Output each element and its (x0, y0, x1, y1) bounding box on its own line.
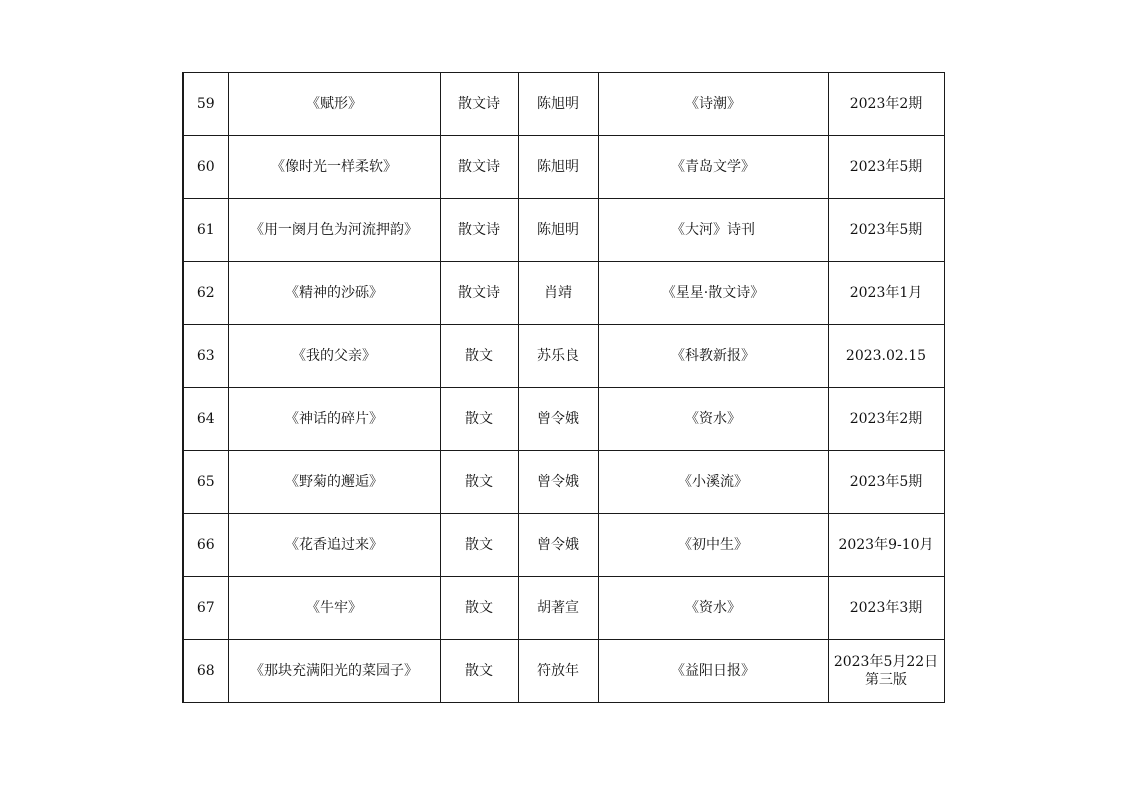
row-number: 60 (183, 136, 228, 199)
table-row (183, 388, 944, 451)
issue-date: 2023年2期 (828, 73, 944, 136)
publication-table (182, 72, 945, 703)
publication: 《诗潮》 (598, 73, 828, 136)
publication: 《星星·散文诗》 (598, 262, 828, 325)
genre: 散文 (440, 514, 518, 577)
publication: 《资水》 (598, 577, 828, 640)
table-row (183, 451, 944, 514)
genre: 散文 (440, 325, 518, 388)
publication: 《小溪流》 (598, 451, 828, 514)
genre: 散文 (440, 388, 518, 451)
publication: 《大河》诗刊 (598, 199, 828, 262)
table-row (183, 640, 944, 703)
work-title: 《花香追过来》 (228, 514, 440, 577)
table-row (183, 514, 944, 577)
table-row (183, 73, 944, 136)
row-number: 65 (183, 451, 228, 514)
work-title: 《我的父亲》 (228, 325, 440, 388)
table-row (183, 577, 944, 640)
row-number: 63 (183, 325, 228, 388)
row-number: 61 (183, 199, 228, 262)
row-number: 67 (183, 577, 228, 640)
issue-date: 2023年3期 (828, 577, 944, 640)
genre: 散文 (440, 577, 518, 640)
author: 曾令娥 (518, 451, 598, 514)
issue-date: 2023年5期 (828, 451, 944, 514)
author: 陈旭明 (518, 136, 598, 199)
publication: 《科教新报》 (598, 325, 828, 388)
work-title: 《那块充满阳光的菜园子》 (228, 640, 440, 703)
table-row (183, 262, 944, 325)
author: 符放年 (518, 640, 598, 703)
author: 苏乐良 (518, 325, 598, 388)
issue-date: 2023年2期 (828, 388, 944, 451)
author: 曾令娥 (518, 514, 598, 577)
issue-date: 2023年5月22日第三版 (828, 640, 944, 703)
issue-date: 2023年5期 (828, 199, 944, 262)
row-number: 66 (183, 514, 228, 577)
author: 肖靖 (518, 262, 598, 325)
issue-date: 2023年1月 (828, 262, 944, 325)
work-title: 《牛牢》 (228, 577, 440, 640)
row-number: 62 (183, 262, 228, 325)
genre: 散文 (440, 640, 518, 703)
publication: 《初中生》 (598, 514, 828, 577)
row-number: 64 (183, 388, 228, 451)
publication: 《资水》 (598, 388, 828, 451)
work-title: 《用一阕月色为河流押韵》 (228, 199, 440, 262)
issue-date: 2023年5期 (828, 136, 944, 199)
genre: 散文诗 (440, 199, 518, 262)
work-title: 《精神的沙砾》 (228, 262, 440, 325)
table-row (183, 136, 944, 199)
author: 陈旭明 (518, 73, 598, 136)
publication: 《益阳日报》 (598, 640, 828, 703)
genre: 散文诗 (440, 262, 518, 325)
work-title: 《像时光一样柔软》 (228, 136, 440, 199)
genre: 散文诗 (440, 73, 518, 136)
author: 陈旭明 (518, 199, 598, 262)
work-title: 《神话的碎片》 (228, 388, 440, 451)
table-row (183, 325, 944, 388)
genre: 散文诗 (440, 136, 518, 199)
genre: 散文 (440, 451, 518, 514)
row-number: 59 (183, 73, 228, 136)
work-title: 《赋形》 (228, 73, 440, 136)
table-row (183, 199, 944, 262)
issue-date: 2023.02.15 (828, 325, 944, 388)
author: 胡著宣 (518, 577, 598, 640)
author: 曾令娥 (518, 388, 598, 451)
issue-date: 2023年9-10月 (828, 514, 944, 577)
work-title: 《野菊的邂逅》 (228, 451, 440, 514)
row-number: 68 (183, 640, 228, 703)
publication: 《青岛文学》 (598, 136, 828, 199)
